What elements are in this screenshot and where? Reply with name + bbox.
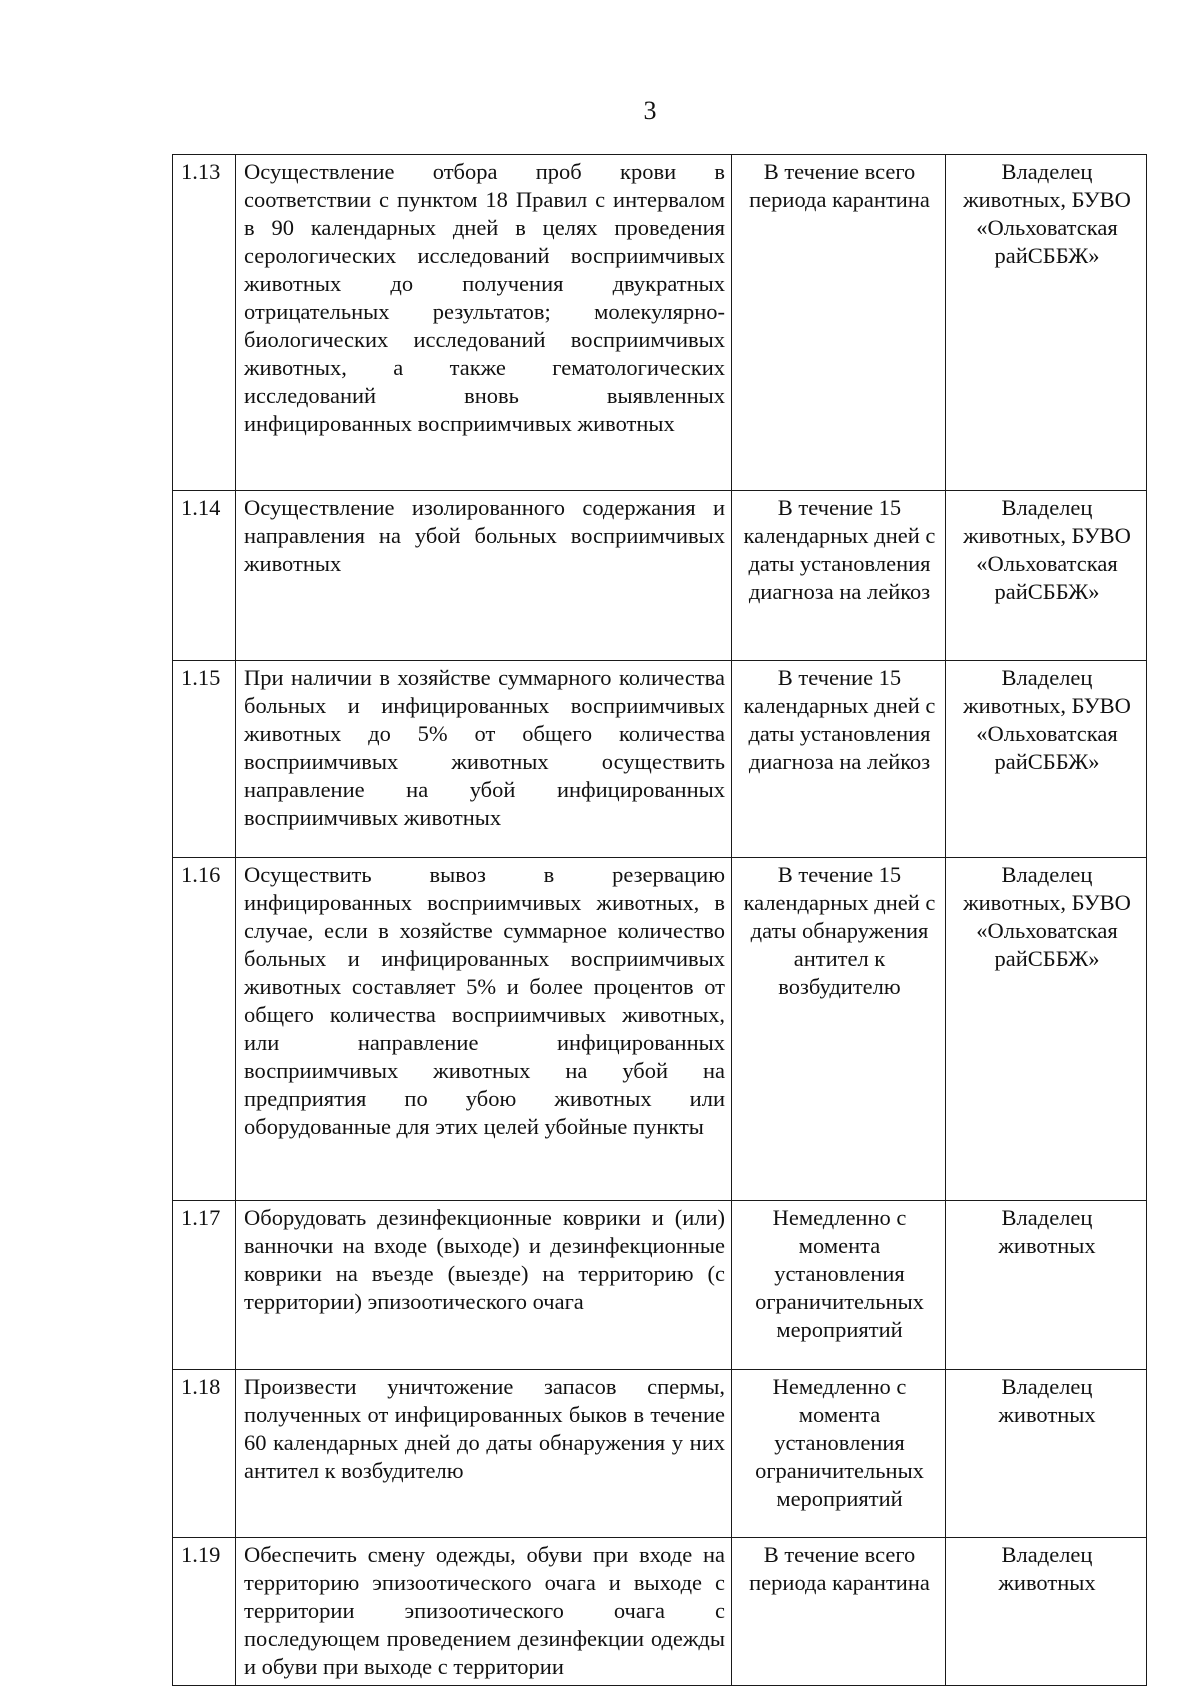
measure-responsible: Владелец животных, БУВО «Ольховатская райСББЖ» (946, 155, 1147, 491)
table-row (173, 491, 1147, 661)
page-number: 3 (643, 96, 657, 125)
measure-term: В течение 15 календарных дней с даты обнаружения антител к возбудителю (732, 858, 946, 1201)
item-number: 1.14 (173, 491, 236, 661)
measure-responsible: Владелец животных (946, 1538, 1147, 1686)
measure-responsible: Владелец животных, БУВО «Ольховатская райСББЖ» (946, 858, 1147, 1201)
measures-table (172, 154, 1147, 1686)
measure-responsible: Владелец животных, БУВО «Ольховатская райСББЖ» (946, 661, 1147, 858)
table-row (173, 1538, 1147, 1686)
measure-term: В течение 15 календарных дней с даты установления диагноза на лейкоз (732, 661, 946, 858)
item-number: 1.13 (173, 155, 236, 491)
measure-term: Немедленно с момента установления ограничительных мероприятий (732, 1370, 946, 1538)
table-row (173, 858, 1147, 1201)
measure-description: Осуществление изолированного содержания и направления на убой больных восприимчивых животных (236, 491, 732, 661)
table-row (173, 1201, 1147, 1370)
measure-description: Осуществить вывоз в резервацию инфицированных восприимчивых животных, в случае, если в хозяйстве суммарное количество больных и инфицированных восприимчивых животных составляет 5% и более процентов от общего количества восприимчивых животных, или направление инфицированных восприимчивых животных на убой на предприятия по убою животных или оборудованные для этих целей убойные пункты (236, 858, 732, 1201)
measure-description: Оборудовать дезинфекционные коврики и (или) ванночки на входе (выходе) и дезинфекционные коврики на въезде (выезде) на территорию (с территории) эпизоотического очага (236, 1201, 732, 1370)
measure-term: В течение всего периода карантина (732, 155, 946, 491)
item-number: 1.19 (173, 1538, 236, 1686)
item-number: 1.16 (173, 858, 236, 1201)
measure-term: В течение всего периода карантина (732, 1538, 946, 1686)
measure-responsible: Владелец животных (946, 1370, 1147, 1538)
table-row (173, 661, 1147, 858)
item-number: 1.18 (173, 1370, 236, 1538)
table-row (173, 1370, 1147, 1538)
measure-description: Осуществление отбора проб крови в соответствии с пунктом 18 Правил с интервалом в 90 календарных дней в целях проведения серологических исследований восприимчивых животных до получения двукратных отрицательных результатов; молекулярно-биологических исследований восприимчивых животных, а также гематологических исследований вновь выявленных инфицированных восприимчивых животных (236, 155, 732, 491)
measure-responsible: Владелец животных, БУВО «Ольховатская райСББЖ» (946, 491, 1147, 661)
measure-description: При наличии в хозяйстве суммарного количества больных и инфицированных восприимчивых животных до 5% от общего количества восприимчивых животных осуществить направление на убой инфицированных восприимчивых животных (236, 661, 732, 858)
item-number: 1.15 (173, 661, 236, 858)
measure-description: Произвести уничтожение запасов спермы, полученных от инфицированных быков в течение 60 календарных дней до даты обнаружения у них антител к возбудителю (236, 1370, 732, 1538)
measure-term: Немедленно с момента установления ограничительных мероприятий (732, 1201, 946, 1370)
measure-description: Обеспечить смену одежды, обуви при входе на территорию эпизоотического очага и выходе с территории эпизоотического очага с последующем проведением дезинфекции одежды и обуви при выходе с территории (236, 1538, 732, 1686)
measure-responsible: Владелец животных (946, 1201, 1147, 1370)
measure-term: В течение 15 календарных дней с даты установления диагноза на лейкоз (732, 491, 946, 661)
item-number: 1.17 (173, 1201, 236, 1370)
table-row (173, 155, 1147, 491)
